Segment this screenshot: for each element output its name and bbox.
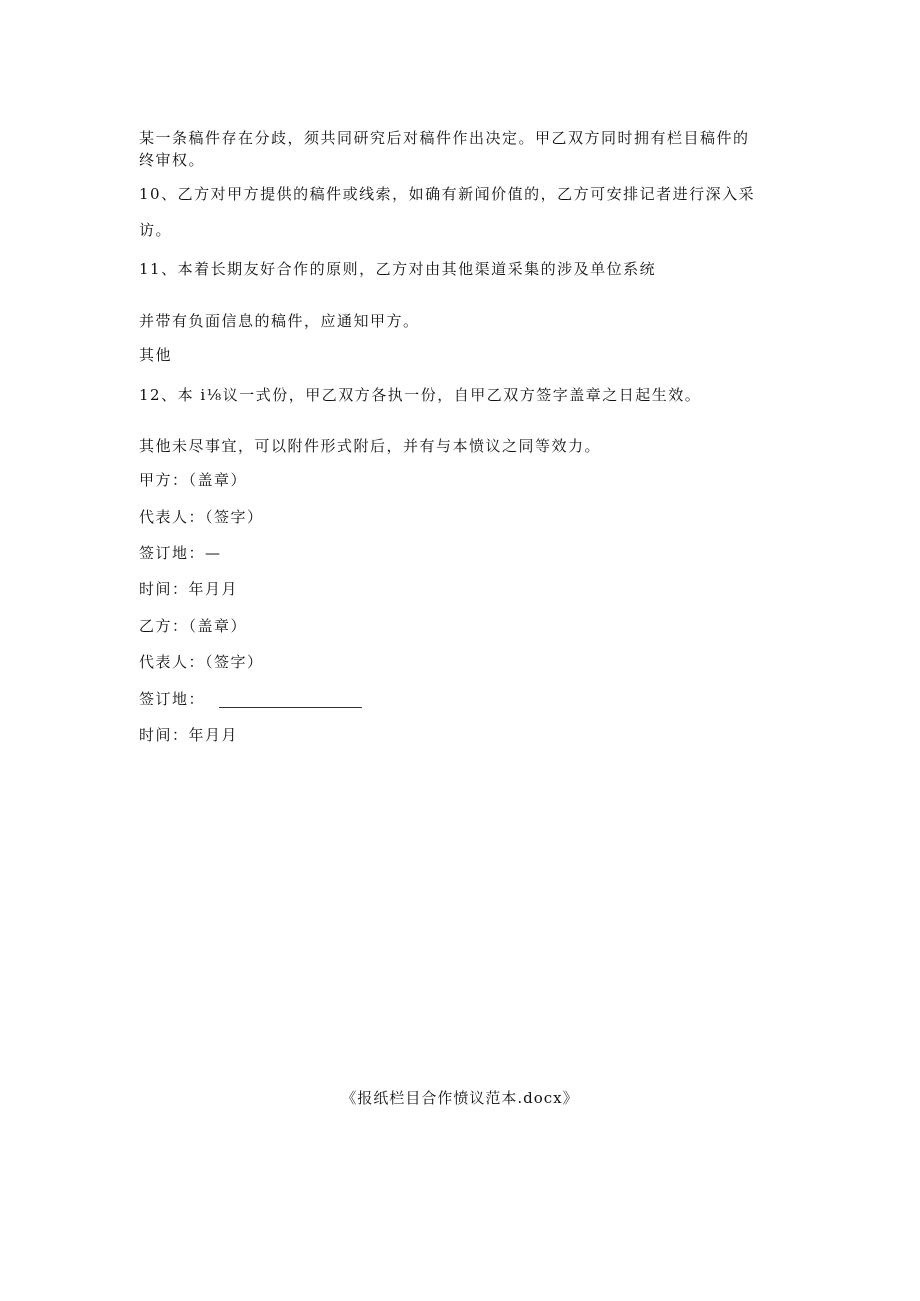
clause-10-continuation: 访。 (139, 221, 173, 239)
party-b-representative: 代表人：（签字） (139, 653, 264, 671)
clause-11: 11、本着长期友好合作的原则，乙方对由其他渠道采集的涉及单位系统 (139, 260, 657, 278)
signing-place-blank (219, 693, 362, 708)
party-b-signing-place: 签订地： (139, 690, 206, 708)
party-b-time: 时间：年月月 (139, 726, 239, 744)
clause-11-continuation: 并带有负面信息的稿件，应通知甲方。 (139, 312, 420, 330)
party-a-representative: 代表人：（签字） (139, 508, 264, 526)
clause-12: 12、本 i⅛议一式份，甲乙双方各执一份，自甲乙双方签字盖章之日起生效。 (139, 386, 702, 404)
party-a-signing-place: 签订地：— (139, 544, 222, 562)
other-matters: 其他未尽事宜，可以附件形式附后，并有与本愤议之同等效力。 (139, 437, 602, 455)
document-footer-filename: 《报纸栏目合作愤议范本.docx》 (341, 1089, 579, 1107)
clause-10: 10、乙方对甲方提供的稿件或线索，如确有新闻价值的，乙方可安排记者进行深入采 (139, 185, 756, 203)
party-a-label: 甲方：（盖章） (139, 471, 248, 489)
party-b-signing-place-row (139, 688, 779, 710)
party-b-label: 乙方：（盖章） (139, 617, 248, 635)
paragraph-line: 终审权。 (139, 151, 206, 169)
paragraph-line: 某一条稿件存在分歧，须共同研究后对稿件作出决定。甲乙双方同时拥有栏目稿件的 (139, 129, 750, 147)
party-a-time: 时间：年月月 (139, 580, 239, 598)
section-other-heading: 其他 (139, 346, 173, 364)
